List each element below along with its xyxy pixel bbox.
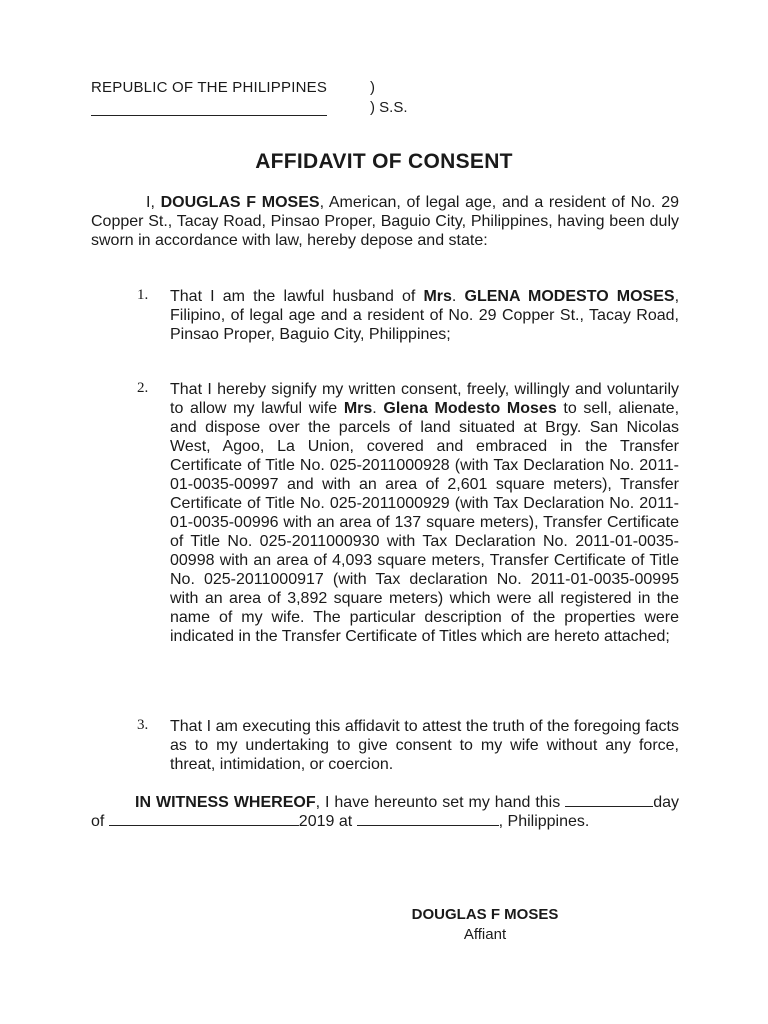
month-blank: [109, 812, 299, 826]
item-bold-name: GLENA MODESTO MOSES: [464, 288, 675, 305]
item-number: 2.: [137, 380, 149, 396]
item-number: 3.: [137, 717, 149, 733]
witness-heading: IN WITNESS WHEREOF: [135, 794, 316, 811]
intro-rest: , American, of legal age, and a resident of No. 29 Copper St., Tacay Road, Pinsao Proper, Baguio City, Philippines, having been duly sworn in accordance with law, hereby depose and state:: [91, 194, 679, 249]
document-title: AFFIDAVIT OF CONSENT: [255, 150, 513, 173]
item-text: That I am executing this affidavit to attest the truth of the foregoing facts as to my undertaking to give consent to my wife without any force, threat, intimidation, or coercion.: [170, 718, 679, 773]
witness-clause: [91, 793, 679, 831]
intro-paragraph: [91, 193, 679, 250]
item-text-part: .: [372, 400, 384, 417]
item-text-part: to sell, alienate, and dispose over the parcels of land situated at Brgy. San Nicolas West, Agoo, La Union, covered and embraced in the Transfer Certificate of Title No. 025-2011000928 (with Tax Declaration No. 2011-01-0035-00997 and with an area of 2,601 square meters), Transfer Certificate of Title No. 025-2011000929 (with Tax Declaration No. 2011-01-0035-00996 with an area of 137 square meters), Transfer Certificate of Title No. 025-2011000930 with Tax Declaration No. 2011-01-0035-00998 with an area of 4,093 square meters, Transfer Certificate of Title No. 025-2011000917 (with Tax declaration No. 2011-01-0035-00995 with an area of 3,892 square meters) which were all registered in the name of my wife. The particular description of the properties were indicated in the Transfer Certificate of Titles which are hereto attached;: [170, 400, 680, 645]
item-bold-title: Mrs: [423, 288, 452, 305]
venue-country: REPUBLIC OF THE PHILIPPINES: [91, 79, 328, 96]
item-text-part: , Filipino, of legal age and a resident of No. 29 Copper St., Tacay Road, Pinsao Proper, Baguio City, Philippines;: [170, 288, 680, 343]
venue-paren: ): [370, 79, 375, 96]
item-text: [170, 380, 679, 646]
venue-ss: [370, 78, 408, 118]
item-bold-title: Mrs: [343, 400, 373, 417]
item-bold-name: Glena Modesto Moses: [383, 400, 557, 417]
affiant-name: DOUGLAS F MOSES: [160, 194, 320, 211]
item-text-part: That I am the lawful husband of: [170, 288, 424, 305]
item-text-part: .: [451, 288, 465, 305]
item-text-part: That I hereby signify my written consent, freely, willingly and voluntarily to allow my lawful wife: [170, 381, 679, 417]
place-blank: [357, 812, 499, 826]
witness-text: , Philippines.: [498, 813, 590, 830]
witness-text: , I have hereunto set my hand this: [315, 794, 566, 811]
day-blank: [565, 793, 653, 807]
witness-text: 2019 at: [298, 813, 357, 830]
item-number: 1.: [137, 287, 149, 303]
signatory-name: DOUGLAS F MOSES: [411, 906, 559, 923]
venue-ss-label: ) S.S.: [370, 99, 408, 116]
item-text: [170, 287, 679, 344]
witness-text: day of: [91, 794, 679, 830]
intro-pre: I,: [146, 194, 161, 211]
venue-blank-line: [91, 115, 327, 116]
signatory-role: Affiant: [463, 926, 507, 943]
